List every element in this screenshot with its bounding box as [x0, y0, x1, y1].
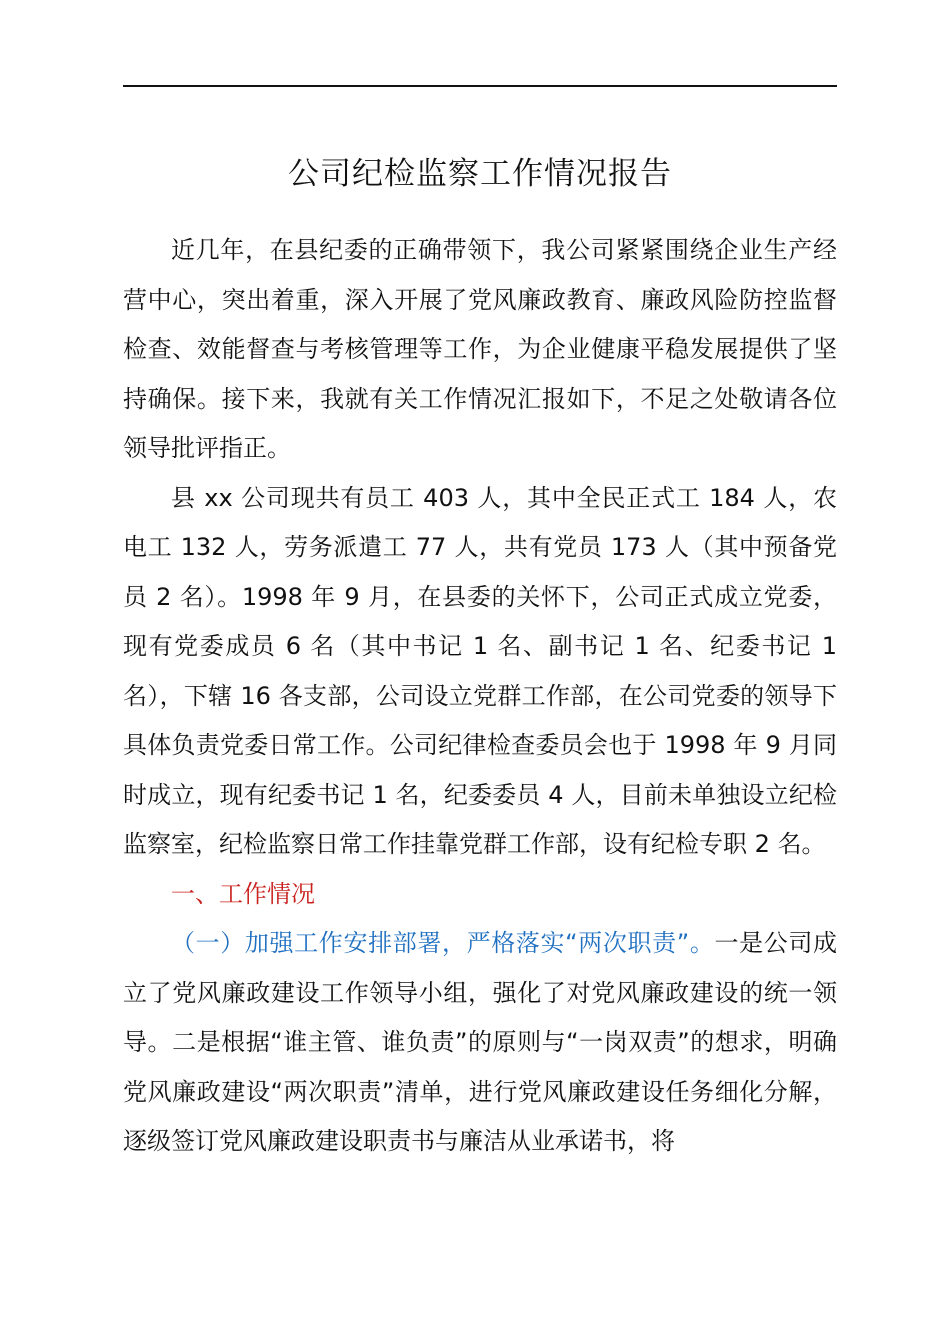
subsection-heading: （一）加强工作安排部署，严格落实“两次职责”。: [171, 929, 715, 957]
section-heading: 一、工作情况: [171, 879, 315, 908]
paragraph-company-overview: 县 xx 公司现共有员工 403 人，其中全民正式工 184 人，农电工 132 人，劳务派遣工 77 人，共有党员 173 人（其中预备党员 2 名）。1998 年 9 月，在县委的关怀下，公司正式成立党委，现有党委成员 6 名（其中书记 1 名、副书记 1 名、纪委书记 1 名），下辖 16 各支部，公司设立党群工作部，在公司党委的领导下具体负责党委日常工作。公司纪律检查委员会也于 1998 年 9 月同时成立，现有纪委书记 1 名，纪委委员 4 人，目前未单独设立纪检监察室，纪检监察日常工作挂靠党群工作部，设有纪检专职 2 名。: [123, 483, 837, 858]
paragraph-intro: 近几年，在县纪委的正确带领下，我公司紧紧围绕企业生产经营中心，突出着重，深入开展了党风廉政教育、廉政风险防控监督检查、效能督查与考核管理等工作，为企业健康平稳发展提供了坚持确保。接下来，我就有关工作情况汇报如下，不足之处敬请各位领导批评指正。: [123, 236, 837, 462]
header-rule: [123, 85, 837, 87]
document-title: 公司纪检监察工作情况报告: [288, 156, 672, 192]
subsection-text: 一是公司成立了党风廉政建设工作领导小组，强化了对党风廉政建设的统一领导。二是根据“谁主管、谁负责”的原则与“一岗双责”的想求，明确党风廉政建设“两次职责”清单，进行党风廉政建设任务细化分解，逐级签订党风廉政建设职责书与廉洁从业承诺书，将: [123, 929, 838, 1155]
subsection-paragraph: [123, 919, 837, 1167]
document-body: [123, 226, 837, 1167]
